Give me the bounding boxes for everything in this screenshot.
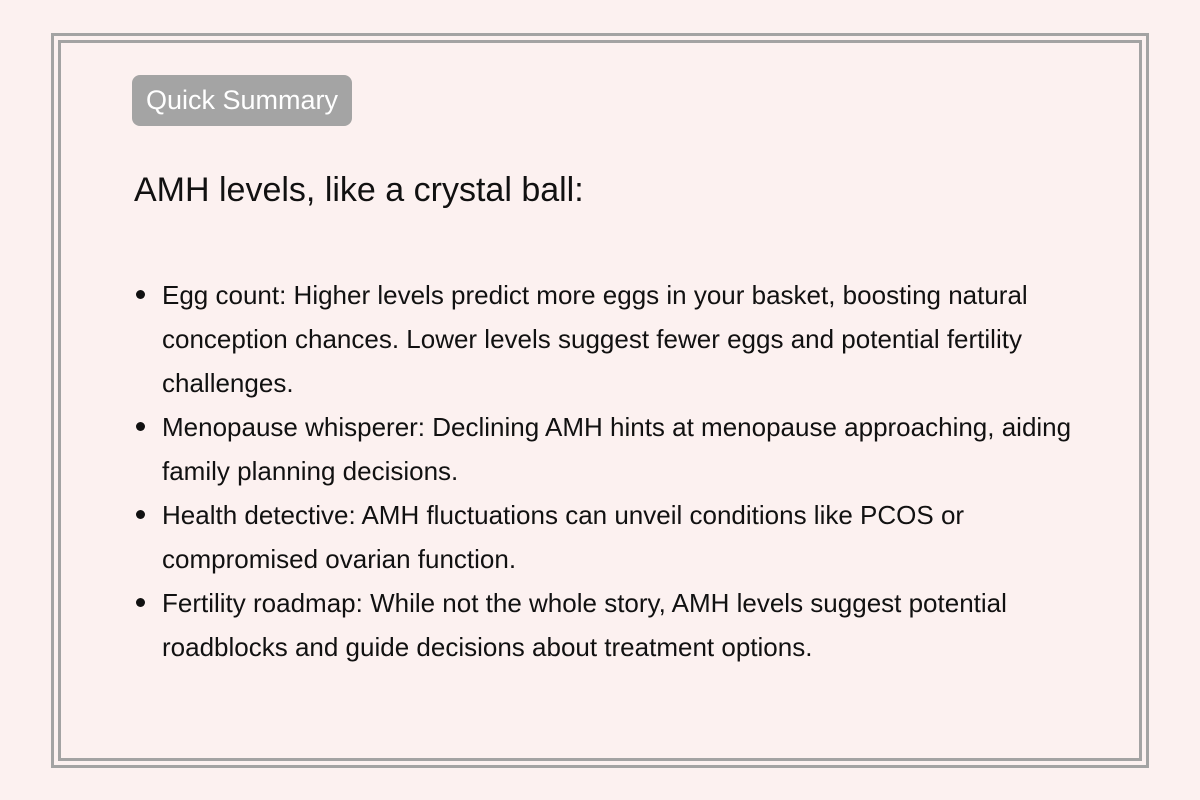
bullet-dot-icon xyxy=(136,510,145,519)
list-item xyxy=(134,493,1094,581)
list-item xyxy=(134,273,1094,405)
quick-summary-badge: Quick Summary xyxy=(132,75,352,126)
summary-bullet-list xyxy=(134,273,1094,669)
list-item xyxy=(134,405,1094,493)
list-item-text: Menopause whisperer: Declining AMH hints at menopause approaching, aiding family planning decisions. xyxy=(162,412,1072,486)
list-item xyxy=(134,581,1094,669)
list-item-text: Fertility roadmap: While not the whole story, AMH levels suggest potential roadblocks and guide decisions about treatment options. xyxy=(162,588,1007,662)
bullet-dot-icon xyxy=(136,598,145,607)
list-item-text: Egg count: Higher levels predict more eggs in your basket, boosting natural conception chances. Lower levels suggest fewer eggs and potential fertility challenges. xyxy=(162,280,1028,398)
summary-heading: AMH levels, like a crystal ball: xyxy=(134,171,584,209)
list-item-text: Health detective: AMH fluctuations can unveil conditions like PCOS or compromised ovarian function. xyxy=(162,500,965,574)
bullet-dot-icon xyxy=(136,290,145,299)
bullet-dot-icon xyxy=(136,422,145,431)
